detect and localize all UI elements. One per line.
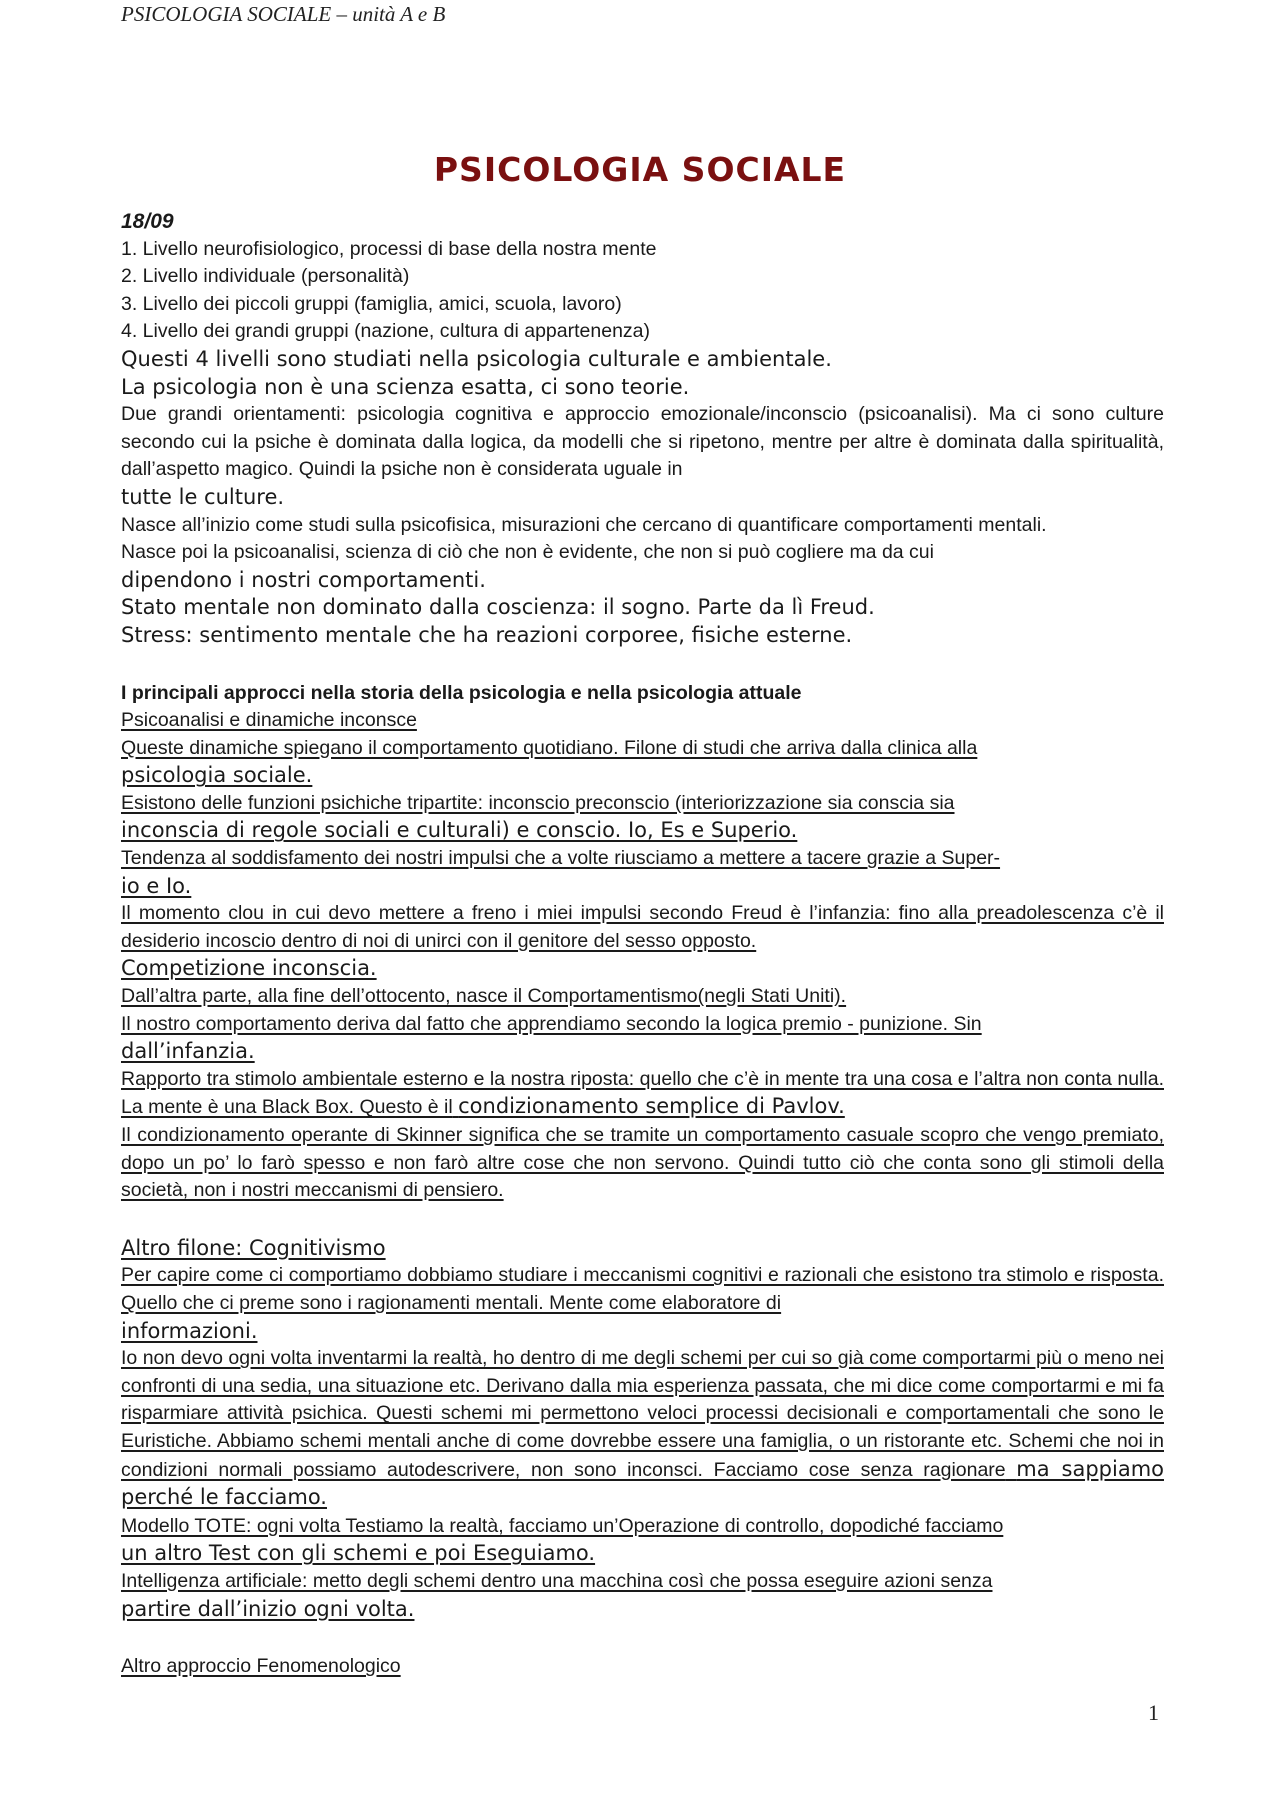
paragraph [121,1066,1164,1122]
paragraph: dall’infanzia. [121,1039,255,1064]
paragraph: informazioni. [121,1318,258,1343]
subsection-heading: Altro approccio Fenomenologico [121,1655,401,1678]
paragraph: Nasce all’inizio come studi sulla psicofisica, misurazioni che cercano di quantificare comportamenti mentali. [121,513,1047,536]
paragraph-text: condizionamento semplice di Pavlov. [458,1094,845,1119]
running-header: PSICOLOGIA SOCIALE – unità A e B [121,2,446,26]
document-title: PSICOLOGIA SOCIALE [433,150,847,189]
section-heading: I principali approcci nella storia della psicologia e nella psicologia attuale [121,681,802,704]
spacer [121,1623,1164,1653]
paragraph: Queste dinamiche spiegano il comportamento quotidiano. Filone di studi che arriva dalla clinica alla [121,736,978,759]
paragraph: Il condizionamento operante di Skinner significa che se tramite un comportamento casuale scopro che vengo premiato, dopo un po’ lo farò spesso e non farò altre cose che non servono. Quindi tutto ciò che conta sono gli stimoli della società, non i nostri meccanismi di pensiero. [121,1124,1164,1202]
paragraph: Il momento clou in cui devo mettere a freno i miei impulsi secondo Freud è l’infanzia: fino alla preadolescenza c’è il desiderio incoscio dentro di noi di unirci con il genitore del sesso opposto. [121,902,1164,952]
spacer [121,1205,1164,1235]
paragraph: Tendenza al soddisfamento dei nostri impulsi che a volte riusciamo a mettere a tacere grazie a Super- [121,847,1001,870]
list-item: 2. Livello individuale (personalità) [121,265,410,288]
paragraph-text: Rapporto tra stimolo ambientale esterno e la nostra riposta: quello che c’è in mente tra una cosa e l’altra non conta nulla. La mente è una Black Box. Questo è il [121,1067,1164,1119]
paragraph: Dall’altra parte, alla fine dell’ottocento, nasce il Comportamentismo(negli Stati Uniti). [121,985,847,1008]
lecture-date: 18/09 [121,210,174,233]
paragraph: Competizione inconscia. [121,956,377,981]
list-item: 4. Livello dei grandi gruppi (nazione, cultura di appartenenza) [121,320,651,343]
paragraph: Il nostro comportamento deriva dal fatto che apprendiamo secondo la logica premio - punizione. Sin [121,1012,982,1035]
paragraph: Per capire come ci comportiamo dobbiamo studiare i meccanismi cognitivi e razionali che esistono tra stimolo e risposta. Quello che ci preme sono i ragionamenti mentali. Mente come elaboratore di [121,1264,1164,1314]
paragraph: Questi 4 livelli sono studiati nella psicologia culturale e ambientale. [121,346,832,371]
paragraph: Nasce poi la psicoanalisi, scienza di ciò che non è evidente, che non si può cogliere ma da cui [121,541,934,564]
document-body [121,208,1164,1681]
paragraph: Due grandi orientamenti: psicologia cognitiva e approccio emozionale/inconscio (psicoanalisi). Ma ci sono culture secondo cui la psiche è dominata dalla logica, da modelli che si ripetono, mentre per altre è dominata dalla spiritualità, dall’aspetto magico. Quindi la psiche non è considerata uguale in [121,403,1164,481]
paragraph: partire dall’inizio ogni volta. [121,1596,415,1621]
paragraph: un altro Test con gli schemi e poi Eseguiamo. [121,1541,596,1566]
subsection-heading: Psicoanalisi e dinamiche inconsce [121,709,417,732]
paragraph: io e Io. [121,873,192,898]
subsection-heading: Altro filone: Cognitivismo [121,1235,386,1260]
paragraph: inconscia di regole sociali e culturali) e conscio. Io, Es e Superio. [121,818,798,843]
paragraph-text: ma sappiamo perché le facciamo. [121,1456,1164,1510]
list-item: 3. Livello dei piccoli gruppi (famiglia, amici, scuola, lavoro) [121,292,622,315]
paragraph: psicologia sociale. [121,763,313,788]
paragraph [121,1345,1164,1513]
paragraph-text: Io non devo ogni volta inventarmi la realtà, ho dentro di me degli schemi per cui so già come comportarmi più o meno nei confronti di una sedia, una situazione etc. Derivano dalla mia esperienza passata, che mi dice come comportarmi e mi fa risparmiare attività psichica. Questi schemi mi permettono veloci processi decisionali e comportamentali che sono le Euristiche. Abbiamo schemi mentali anche di come dovrebbe essere una famiglia, o un ristorante etc. Schemi che noi in condizioni normali possiamo autodescrivere, non sono inconsci. Facciamo cose senza ragionare [121,1347,1164,1481]
paragraph: tutte le culture. [121,484,285,509]
spacer [121,650,1164,680]
page-number: 1 [1148,1700,1159,1725]
paragraph: Intelligenza artificiale: metto degli schemi dentro una macchina così che possa eseguire azioni senza [121,1569,993,1592]
paragraph: Stato mentale non dominato dalla coscienza: il sogno. Parte da lì Freud. [121,595,875,620]
paragraph: Esistono delle funzioni psichiche tripartite: inconscio preconscio (interiorizzazione sia conscia sia [121,791,955,814]
paragraph: dipendono i nostri comportamenti. [121,567,486,592]
paragraph: Modello TOTE: ogni volta Testiamo la realtà, facciamo un’Operazione di controllo, dopodiché facciamo [121,1514,1004,1537]
paragraph: La psicologia non è una scienza esatta, ci sono teorie. [121,374,690,399]
paragraph: Stress: sentimento mentale che ha reazioni corporee, fisiche esterne. [121,622,853,647]
list-item: 1. Livello neurofisiologico, processi di base della nostra mente [121,237,657,260]
